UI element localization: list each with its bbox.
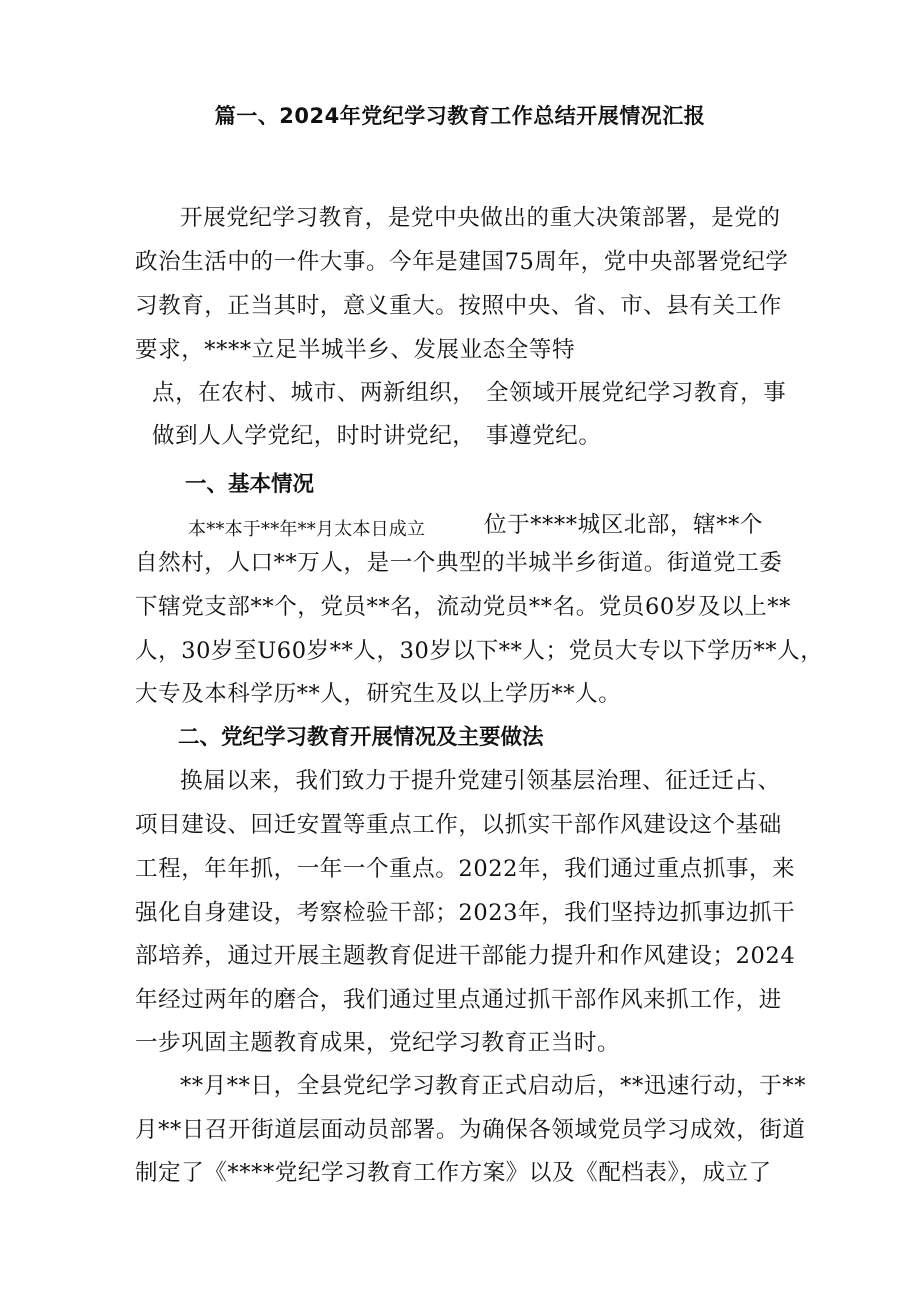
section-1-line-4: 人，30岁至U60岁**人，30岁以下**人；党员大专以下学历**人， <box>135 638 824 664</box>
intro-line-1: 开展党纪学习教育，是党中央做出的重大决策部署，是党的 <box>180 205 781 231</box>
section-2-p1-line-3: 工程，年年抓，一年一个重点。2022年，我们通过重点抓事，来 <box>135 856 796 882</box>
section-2-p1-line-1: 换届以来，我们致力于提升党建引领基层治理、征迁迁占、 <box>180 768 781 794</box>
intro-line-4: 要求，****立足半城半乡、发展业态全等特 <box>135 337 576 363</box>
section-1-line-3: 下辖党支部**个，党员**名，流动党员**名。党员60岁及以上** <box>135 594 791 620</box>
intro-line-5b: 全领域开展党纪学习教育，事 <box>486 380 787 406</box>
section-2-p1-line-4: 强化自身建设，考察检验干部；2023年，我们坚持边抓事边抓干 <box>135 900 796 926</box>
section-2-p1-line-5: 部培养，通过开展主题教育促进干部能力提升和作风建设；2024 <box>135 943 796 969</box>
section-2-p2-line-1: **月**日，全县党纪学习教育正式启动后，**迅速行动，于** <box>180 1073 807 1099</box>
intro-line-2: 政治生活中的一件大事。今年是建国75周年，党中央部署党纪学 <box>135 249 789 275</box>
section-2-p1-line-7: 一步巩固主题教育成果，党纪学习教育正当时。 <box>135 1030 621 1056</box>
section-1-line-2: 自然村，人口**万人，是一个典型的半城半乡街道。街道党工委 <box>135 550 783 576</box>
intro-line-6b: 事遵党纪。 <box>486 423 602 449</box>
section-1-line-5: 大专及本科学历**人，研究生及以上学历**人。 <box>135 681 622 707</box>
section-2-p1-line-6: 年经过两年的磨合，我们通过里点通过抓干部作风来抓工作，进 <box>135 987 782 1013</box>
intro-line-6a: 做到人人学党纪，时时讲党纪， <box>152 423 476 449</box>
section-2-p2-line-2: 月**日召开街道层面动员部署。为确保各领域党员学习成效，街道 <box>135 1117 806 1143</box>
section-1-line-1a: 本**本于**年**月太本日成立 <box>188 519 426 540</box>
section-2-p2-line-3: 制定了《****党纪学习教育工作方案》以及《配档表》，成立了 <box>135 1160 772 1186</box>
section-2-heading: 二、党纪学习教育开展情况及主要做法 <box>178 725 544 750</box>
intro-line-3: 习教育，正当其时，意义重大。按照中央、省、市、县有关工作 <box>135 293 782 319</box>
section-1-heading: 一、基本情况 <box>185 472 315 497</box>
intro-line-5a: 点，在农村、城市、两新组织， <box>152 380 476 406</box>
section-1-line-1b: 位于****城区北部，辖**个 <box>484 512 764 538</box>
document-title: 篇一、2024年党纪学习教育工作总结开展情况汇报 <box>214 104 706 128</box>
section-2-p1-line-2: 项目建设、回迁安置等重点工作，以抓实干部作风建设这个基础 <box>135 812 782 838</box>
